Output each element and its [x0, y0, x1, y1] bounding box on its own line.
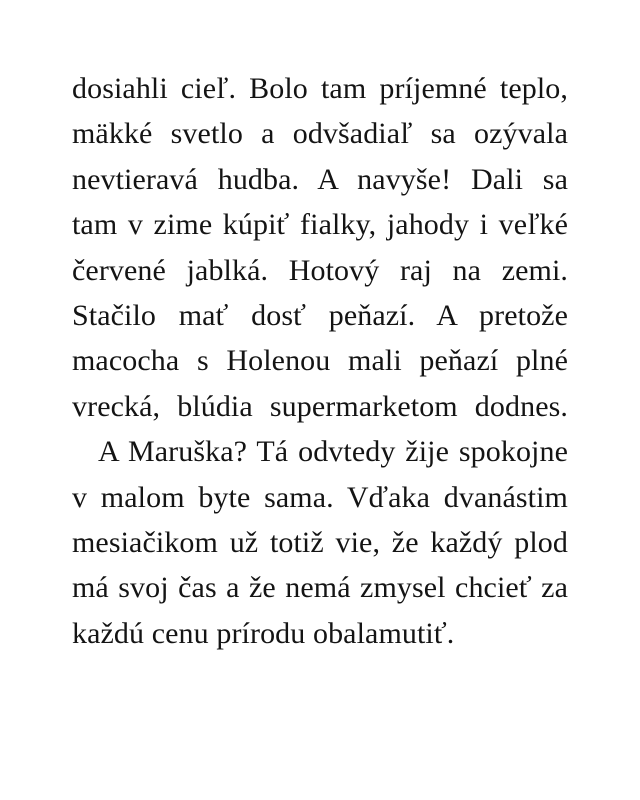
text-line: vrecká, blúdia supermarketom dodnes.: [72, 389, 568, 423]
text-line: mäkké svetlo a odvšadiaľ sa ozývala: [72, 117, 568, 151]
text-line: každú cenu prírodu obalamutiť.: [72, 616, 455, 650]
text-line: červené jablká. Hotový raj na zemi.: [72, 253, 568, 287]
body-text: [72, 66, 568, 656]
text-line: má svoj čas a že nemá zmysel chcieť za: [72, 571, 568, 605]
text-line: mesiačikom už totiž vie, že každý plod: [72, 525, 568, 559]
paragraph-2: [72, 429, 568, 656]
text-line: Stačilo mať dosť peňazí. A pretože: [72, 298, 568, 332]
text-line: dosiahli cieľ. Bolo tam príjemné teplo,: [72, 72, 568, 105]
paragraph-1: [72, 66, 568, 429]
text-line: tam v zime kúpiť fialky, jahody i veľké: [72, 208, 568, 242]
text-line: v malom byte sama. Vďaka dvanástim: [72, 480, 568, 514]
text-line: macocha s Holenou mali peňazí plné: [72, 344, 568, 378]
text-line: nevtieravá hudba. A navyše! Dali sa: [72, 162, 568, 196]
text-line: A Maruška? Tá odvtedy žije spokojne: [98, 435, 568, 469]
